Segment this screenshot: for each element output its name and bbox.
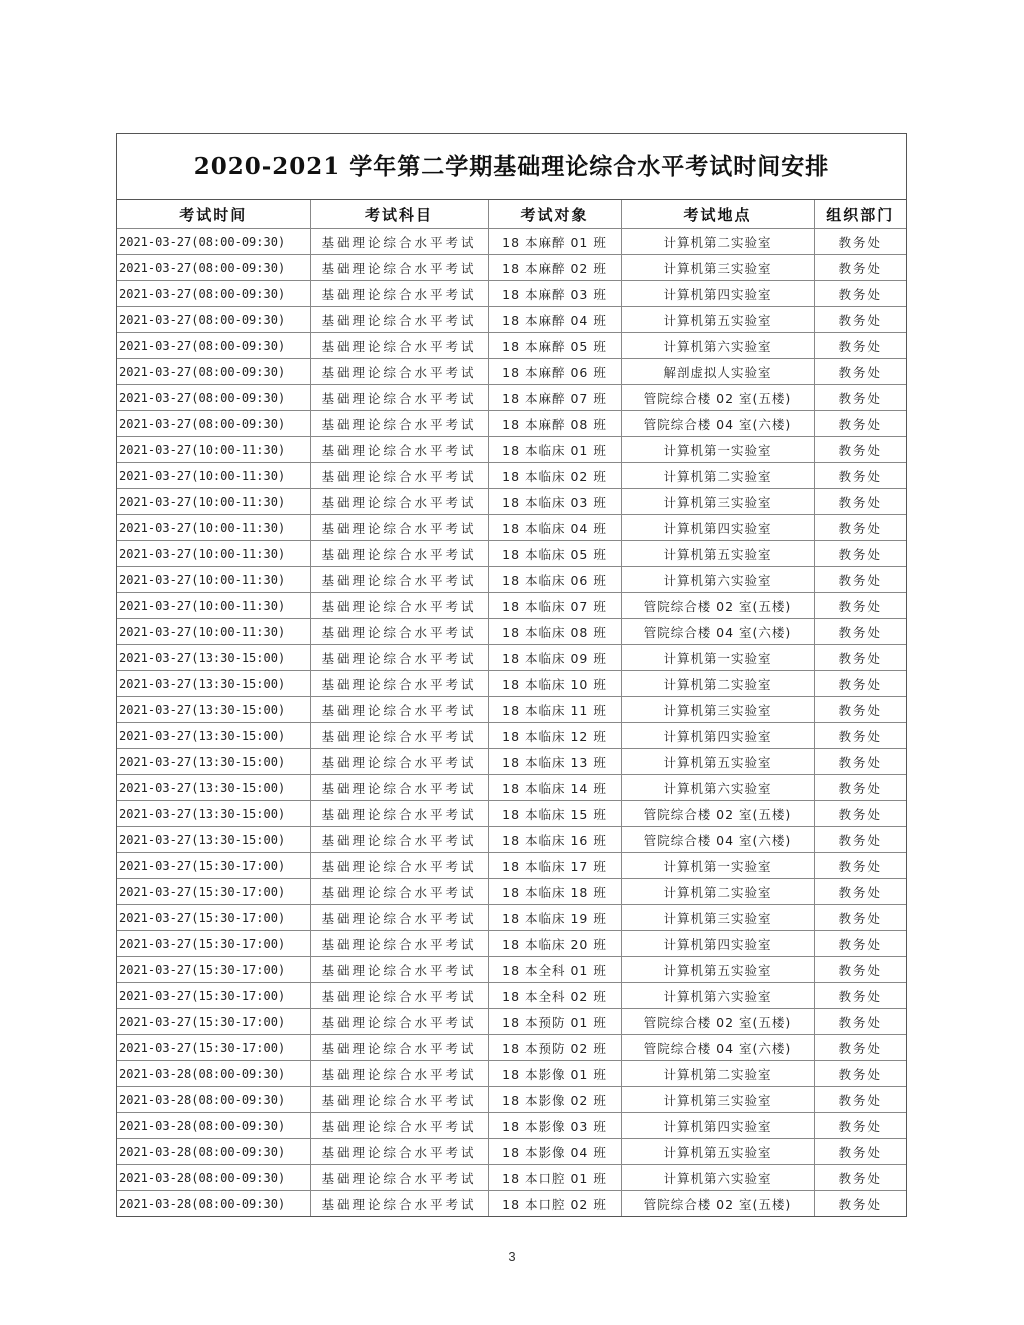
cell-exam-target: 18 本临床 08 班: [488, 619, 621, 645]
cell-exam-subject: 基础理论综合水平考试: [310, 853, 488, 879]
cell-organizer: 教务处: [814, 957, 906, 983]
cell-exam-target: 18 本影像 04 班: [488, 1139, 621, 1165]
cell-exam-subject: 基础理论综合水平考试: [310, 905, 488, 931]
cell-exam-subject: 基础理论综合水平考试: [310, 229, 488, 255]
cell-exam-target: 18 本临床 18 班: [488, 879, 621, 905]
cell-exam-target: 18 本全科 02 班: [488, 983, 621, 1009]
cell-exam-time: 2021-03-27(08:00-09:30): [117, 307, 310, 333]
cell-exam-target: 18 本口腔 01 班: [488, 1165, 621, 1191]
table-row: [117, 801, 906, 827]
cell-exam-time: 2021-03-27(15:30-17:00): [117, 957, 310, 983]
cell-exam-time: 2021-03-28(08:00-09:30): [117, 1191, 310, 1217]
table-row: [117, 307, 906, 333]
cell-organizer: 教务处: [814, 775, 906, 801]
cell-organizer: 教务处: [814, 619, 906, 645]
cell-organizer: 教务处: [814, 905, 906, 931]
cell-exam-subject: 基础理论综合水平考试: [310, 879, 488, 905]
cell-exam-target: 18 本麻醉 02 班: [488, 255, 621, 281]
cell-exam-subject: 基础理论综合水平考试: [310, 827, 488, 853]
cell-exam-target: 18 本麻醉 01 班: [488, 229, 621, 255]
cell-exam-location: 计算机第二实验室: [621, 463, 814, 489]
cell-exam-time: 2021-03-27(15:30-17:00): [117, 983, 310, 1009]
cell-exam-time: 2021-03-27(10:00-11:30): [117, 541, 310, 567]
table-row: [117, 1191, 906, 1217]
cell-exam-target: 18 本临床 12 班: [488, 723, 621, 749]
table-row: [117, 411, 906, 437]
cell-exam-location: 计算机第三实验室: [621, 905, 814, 931]
cell-exam-subject: 基础理论综合水平考试: [310, 1139, 488, 1165]
cell-exam-time: 2021-03-27(10:00-11:30): [117, 489, 310, 515]
cell-exam-time: 2021-03-27(13:30-15:00): [117, 827, 310, 853]
cell-organizer: 教务处: [814, 853, 906, 879]
cell-exam-time: 2021-03-27(15:30-17:00): [117, 1035, 310, 1061]
cell-exam-time: 2021-03-27(13:30-15:00): [117, 671, 310, 697]
cell-exam-time: 2021-03-27(15:30-17:00): [117, 931, 310, 957]
cell-exam-target: 18 本临床 20 班: [488, 931, 621, 957]
table-row: [117, 1113, 906, 1139]
table-row: [117, 255, 906, 281]
cell-exam-location: 管院综合楼 02 室(五楼): [621, 593, 814, 619]
cell-exam-target: 18 本麻醉 06 班: [488, 359, 621, 385]
table-row: [117, 489, 906, 515]
cell-exam-subject: 基础理论综合水平考试: [310, 1009, 488, 1035]
cell-exam-location: 计算机第四实验室: [621, 931, 814, 957]
cell-exam-target: 18 本临床 13 班: [488, 749, 621, 775]
cell-exam-location: 管院综合楼 02 室(五楼): [621, 1191, 814, 1217]
cell-exam-location: 计算机第六实验室: [621, 333, 814, 359]
cell-exam-time: 2021-03-27(15:30-17:00): [117, 879, 310, 905]
cell-organizer: 教务处: [814, 697, 906, 723]
cell-exam-location: 管院综合楼 02 室(五楼): [621, 801, 814, 827]
header-row: [117, 200, 906, 229]
schedule-table: [117, 200, 906, 1216]
cell-exam-subject: 基础理论综合水平考试: [310, 307, 488, 333]
table-row: [117, 333, 906, 359]
cell-exam-time: 2021-03-27(10:00-11:30): [117, 619, 310, 645]
table-row: [117, 593, 906, 619]
cell-exam-time: 2021-03-27(08:00-09:30): [117, 385, 310, 411]
cell-exam-location: 计算机第四实验室: [621, 281, 814, 307]
cell-exam-time: 2021-03-27(13:30-15:00): [117, 749, 310, 775]
cell-exam-target: 18 本临床 04 班: [488, 515, 621, 541]
cell-exam-location: 计算机第三实验室: [621, 1087, 814, 1113]
cell-organizer: 教务处: [814, 593, 906, 619]
cell-organizer: 教务处: [814, 749, 906, 775]
cell-exam-subject: 基础理论综合水平考试: [310, 489, 488, 515]
cell-exam-location: 管院综合楼 02 室(五楼): [621, 385, 814, 411]
cell-exam-target: 18 本麻醉 07 班: [488, 385, 621, 411]
cell-exam-subject: 基础理论综合水平考试: [310, 463, 488, 489]
table-row: [117, 229, 906, 255]
table-row: [117, 957, 906, 983]
header-organizer: 组织部门: [814, 200, 906, 229]
cell-organizer: 教务处: [814, 333, 906, 359]
cell-exam-target: 18 本临床 10 班: [488, 671, 621, 697]
cell-exam-time: 2021-03-27(08:00-09:30): [117, 359, 310, 385]
cell-exam-time: 2021-03-27(08:00-09:30): [117, 229, 310, 255]
cell-exam-target: 18 本临床 17 班: [488, 853, 621, 879]
cell-exam-subject: 基础理论综合水平考试: [310, 541, 488, 567]
cell-exam-time: 2021-03-27(13:30-15:00): [117, 723, 310, 749]
cell-exam-subject: 基础理论综合水平考试: [310, 1191, 488, 1217]
cell-exam-location: 计算机第一实验室: [621, 645, 814, 671]
cell-exam-target: 18 本麻醉 05 班: [488, 333, 621, 359]
cell-organizer: 教务处: [814, 827, 906, 853]
cell-exam-location: 计算机第三实验室: [621, 697, 814, 723]
cell-exam-time: 2021-03-27(08:00-09:30): [117, 333, 310, 359]
cell-organizer: 教务处: [814, 671, 906, 697]
cell-exam-time: 2021-03-27(08:00-09:30): [117, 411, 310, 437]
cell-exam-target: 18 本临床 07 班: [488, 593, 621, 619]
cell-exam-time: 2021-03-27(10:00-11:30): [117, 437, 310, 463]
cell-organizer: 教务处: [814, 281, 906, 307]
cell-exam-subject: 基础理论综合水平考试: [310, 1087, 488, 1113]
cell-exam-location: 解剖虚拟人实验室: [621, 359, 814, 385]
cell-exam-location: 管院综合楼 04 室(六楼): [621, 827, 814, 853]
cell-exam-subject: 基础理论综合水平考试: [310, 411, 488, 437]
cell-exam-location: 计算机第五实验室: [621, 541, 814, 567]
cell-exam-target: 18 本临床 11 班: [488, 697, 621, 723]
cell-organizer: 教务处: [814, 489, 906, 515]
cell-organizer: 教务处: [814, 1035, 906, 1061]
cell-exam-subject: 基础理论综合水平考试: [310, 255, 488, 281]
cell-exam-time: 2021-03-27(10:00-11:30): [117, 567, 310, 593]
table-row: [117, 749, 906, 775]
cell-exam-time: 2021-03-28(08:00-09:30): [117, 1165, 310, 1191]
table-row: [117, 1061, 906, 1087]
table-row: [117, 723, 906, 749]
table-row: [117, 775, 906, 801]
header-exam-location: 考试地点: [621, 200, 814, 229]
cell-exam-subject: 基础理论综合水平考试: [310, 749, 488, 775]
cell-exam-subject: 基础理论综合水平考试: [310, 1061, 488, 1087]
cell-exam-location: 计算机第五实验室: [621, 307, 814, 333]
cell-exam-target: 18 本临床 03 班: [488, 489, 621, 515]
schedule-table-body: [117, 229, 906, 1217]
cell-exam-location: 计算机第一实验室: [621, 853, 814, 879]
table-row: [117, 1087, 906, 1113]
cell-exam-location: 计算机第六实验室: [621, 775, 814, 801]
cell-exam-location: 计算机第二实验室: [621, 229, 814, 255]
cell-exam-subject: 基础理论综合水平考试: [310, 567, 488, 593]
table-row: [117, 463, 906, 489]
cell-exam-time: 2021-03-27(13:30-15:00): [117, 697, 310, 723]
cell-exam-target: 18 本麻醉 08 班: [488, 411, 621, 437]
cell-exam-location: 计算机第五实验室: [621, 1139, 814, 1165]
cell-exam-time: 2021-03-27(10:00-11:30): [117, 593, 310, 619]
cell-exam-subject: 基础理论综合水平考试: [310, 931, 488, 957]
cell-exam-time: 2021-03-27(15:30-17:00): [117, 905, 310, 931]
page-number: 3: [508, 1249, 516, 1264]
cell-exam-target: 18 本预防 02 班: [488, 1035, 621, 1061]
cell-exam-time: 2021-03-28(08:00-09:30): [117, 1139, 310, 1165]
cell-exam-location: 计算机第一实验室: [621, 437, 814, 463]
cell-exam-location: 计算机第四实验室: [621, 1113, 814, 1139]
table-row: [117, 853, 906, 879]
cell-exam-location: 计算机第二实验室: [621, 879, 814, 905]
table-row: [117, 827, 906, 853]
cell-organizer: 教务处: [814, 1113, 906, 1139]
cell-exam-target: 18 本口腔 02 班: [488, 1191, 621, 1217]
cell-exam-subject: 基础理论综合水平考试: [310, 1165, 488, 1191]
cell-exam-time: 2021-03-27(15:30-17:00): [117, 853, 310, 879]
cell-exam-location: 计算机第六实验室: [621, 567, 814, 593]
cell-exam-time: 2021-03-27(15:30-17:00): [117, 1009, 310, 1035]
cell-exam-target: 18 本麻醉 04 班: [488, 307, 621, 333]
document-title: 2020-2021 学年第二学期基础理论综合水平考试时间安排: [117, 134, 906, 200]
cell-exam-location: 计算机第四实验室: [621, 723, 814, 749]
cell-exam-target: 18 本临床 15 班: [488, 801, 621, 827]
cell-exam-target: 18 本临床 14 班: [488, 775, 621, 801]
cell-exam-location: 计算机第五实验室: [621, 957, 814, 983]
cell-exam-location: 管院综合楼 04 室(六楼): [621, 411, 814, 437]
cell-exam-target: 18 本临床 16 班: [488, 827, 621, 853]
header-exam-target: 考试对象: [488, 200, 621, 229]
cell-exam-subject: 基础理论综合水平考试: [310, 619, 488, 645]
cell-exam-time: 2021-03-27(13:30-15:00): [117, 645, 310, 671]
cell-exam-location: 管院综合楼 04 室(六楼): [621, 1035, 814, 1061]
cell-exam-subject: 基础理论综合水平考试: [310, 281, 488, 307]
cell-exam-location: 计算机第三实验室: [621, 489, 814, 515]
cell-exam-target: 18 本影像 03 班: [488, 1113, 621, 1139]
cell-exam-subject: 基础理论综合水平考试: [310, 801, 488, 827]
cell-organizer: 教务处: [814, 463, 906, 489]
cell-exam-location: 计算机第五实验室: [621, 749, 814, 775]
table-row: [117, 1035, 906, 1061]
cell-exam-target: 18 本临床 02 班: [488, 463, 621, 489]
cell-organizer: 教务处: [814, 255, 906, 281]
cell-exam-subject: 基础理论综合水平考试: [310, 671, 488, 697]
table-row: [117, 879, 906, 905]
cell-exam-subject: 基础理论综合水平考试: [310, 437, 488, 463]
cell-organizer: 教务处: [814, 1139, 906, 1165]
cell-organizer: 教务处: [814, 229, 906, 255]
cell-exam-subject: 基础理论综合水平考试: [310, 983, 488, 1009]
table-row: [117, 515, 906, 541]
cell-organizer: 教务处: [814, 411, 906, 437]
cell-organizer: 教务处: [814, 385, 906, 411]
table-row: [117, 541, 906, 567]
header-exam-time: 考试时间: [117, 200, 310, 229]
table-row: [117, 1165, 906, 1191]
cell-exam-subject: 基础理论综合水平考试: [310, 515, 488, 541]
cell-exam-subject: 基础理论综合水平考试: [310, 333, 488, 359]
cell-exam-location: 计算机第三实验室: [621, 255, 814, 281]
table-row: [117, 619, 906, 645]
cell-organizer: 教务处: [814, 437, 906, 463]
cell-exam-time: 2021-03-28(08:00-09:30): [117, 1087, 310, 1113]
cell-exam-subject: 基础理论综合水平考试: [310, 385, 488, 411]
cell-exam-time: 2021-03-28(08:00-09:30): [117, 1061, 310, 1087]
table-row: [117, 281, 906, 307]
table-row: [117, 931, 906, 957]
cell-exam-target: 18 本麻醉 03 班: [488, 281, 621, 307]
cell-exam-location: 计算机第二实验室: [621, 1061, 814, 1087]
cell-organizer: 教务处: [814, 359, 906, 385]
cell-exam-time: 2021-03-28(08:00-09:30): [117, 1113, 310, 1139]
cell-exam-target: 18 本临床 06 班: [488, 567, 621, 593]
cell-exam-time: 2021-03-27(08:00-09:30): [117, 255, 310, 281]
cell-organizer: 教务处: [814, 1087, 906, 1113]
cell-exam-target: 18 本全科 01 班: [488, 957, 621, 983]
cell-exam-subject: 基础理论综合水平考试: [310, 645, 488, 671]
cell-exam-subject: 基础理论综合水平考试: [310, 359, 488, 385]
cell-organizer: 教务处: [814, 1165, 906, 1191]
cell-exam-location: 计算机第二实验室: [621, 671, 814, 697]
cell-organizer: 教务处: [814, 931, 906, 957]
header-exam-subject: 考试科目: [310, 200, 488, 229]
cell-exam-time: 2021-03-27(13:30-15:00): [117, 801, 310, 827]
cell-exam-location: 管院综合楼 04 室(六楼): [621, 619, 814, 645]
cell-organizer: 教务处: [814, 983, 906, 1009]
cell-exam-target: 18 本临床 09 班: [488, 645, 621, 671]
cell-organizer: 教务处: [814, 645, 906, 671]
cell-exam-target: 18 本临床 05 班: [488, 541, 621, 567]
cell-exam-subject: 基础理论综合水平考试: [310, 697, 488, 723]
cell-organizer: 教务处: [814, 723, 906, 749]
table-row: [117, 1139, 906, 1165]
table-row: [117, 1009, 906, 1035]
schedule-sheet: [116, 133, 907, 1217]
cell-organizer: 教务处: [814, 1009, 906, 1035]
cell-exam-subject: 基础理论综合水平考试: [310, 1035, 488, 1061]
table-row: [117, 385, 906, 411]
cell-organizer: 教务处: [814, 515, 906, 541]
cell-organizer: 教务处: [814, 541, 906, 567]
cell-exam-time: 2021-03-27(08:00-09:30): [117, 281, 310, 307]
cell-exam-target: 18 本临床 19 班: [488, 905, 621, 931]
table-row: [117, 645, 906, 671]
cell-exam-subject: 基础理论综合水平考试: [310, 775, 488, 801]
table-row: [117, 567, 906, 593]
cell-exam-time: 2021-03-27(10:00-11:30): [117, 515, 310, 541]
cell-organizer: 教务处: [814, 1061, 906, 1087]
cell-organizer: 教务处: [814, 567, 906, 593]
cell-exam-location: 计算机第六实验室: [621, 983, 814, 1009]
cell-exam-location: 计算机第六实验室: [621, 1165, 814, 1191]
table-row: [117, 905, 906, 931]
table-row: [117, 983, 906, 1009]
cell-organizer: 教务处: [814, 1191, 906, 1217]
cell-exam-subject: 基础理论综合水平考试: [310, 723, 488, 749]
cell-exam-subject: 基础理论综合水平考试: [310, 1113, 488, 1139]
cell-exam-subject: 基础理论综合水平考试: [310, 593, 488, 619]
cell-organizer: 教务处: [814, 307, 906, 333]
cell-exam-target: 18 本临床 01 班: [488, 437, 621, 463]
cell-exam-time: 2021-03-27(13:30-15:00): [117, 775, 310, 801]
cell-organizer: 教务处: [814, 879, 906, 905]
table-row: [117, 359, 906, 385]
cell-exam-subject: 基础理论综合水平考试: [310, 957, 488, 983]
cell-exam-target: 18 本预防 01 班: [488, 1009, 621, 1035]
cell-exam-time: 2021-03-27(10:00-11:30): [117, 463, 310, 489]
cell-exam-location: 计算机第四实验室: [621, 515, 814, 541]
cell-exam-target: 18 本影像 01 班: [488, 1061, 621, 1087]
cell-organizer: 教务处: [814, 801, 906, 827]
cell-exam-target: 18 本影像 02 班: [488, 1087, 621, 1113]
table-row: [117, 697, 906, 723]
table-row: [117, 437, 906, 463]
table-row: [117, 671, 906, 697]
cell-exam-location: 管院综合楼 02 室(五楼): [621, 1009, 814, 1035]
